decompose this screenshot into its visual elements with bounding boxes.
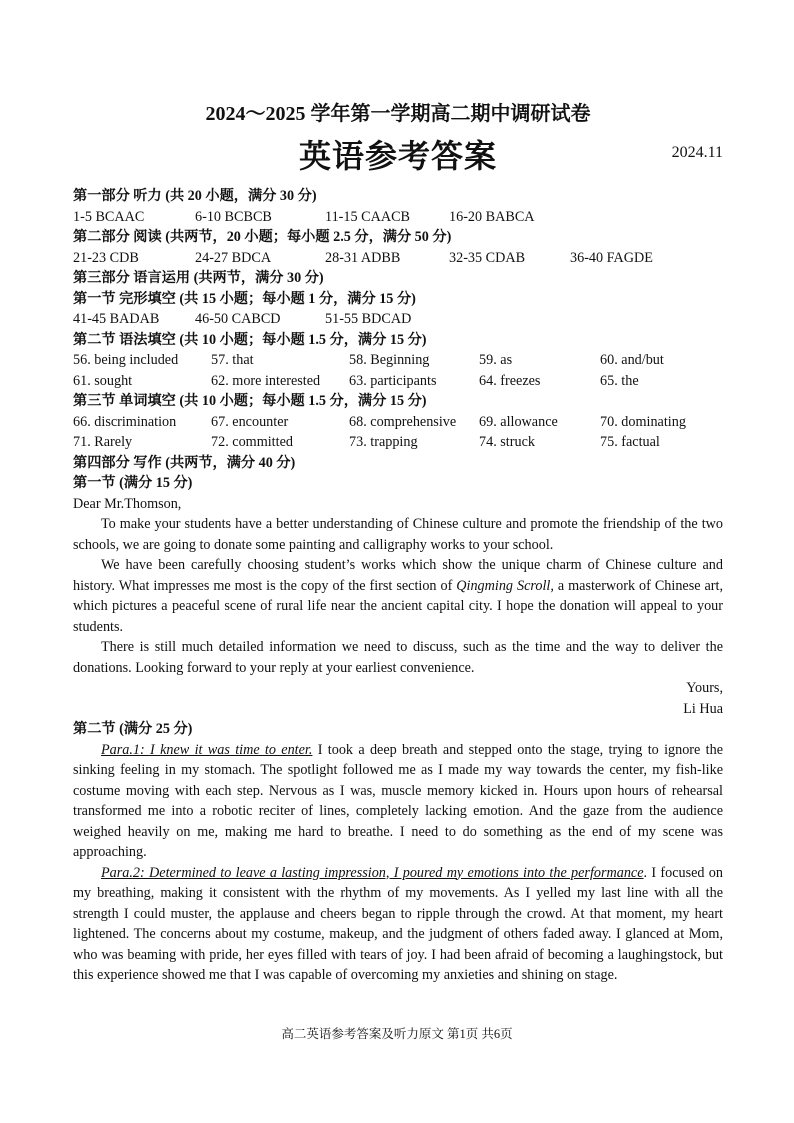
letter-paragraph: To make your students have a better understanding of Chinese culture and promote the friendship of the two schools, we are going to donate some painting and calligraphy works to your school.	[73, 516, 723, 553]
answer-group: 36-40 FAGDE	[570, 249, 653, 266]
answer-item: 63. participants	[349, 372, 437, 389]
paragraph-lead: Para.1: I knew it was time to enter.	[101, 741, 313, 758]
answer-item: 67. encounter	[211, 413, 289, 430]
answer-item: 62. more interested	[211, 372, 321, 389]
answer-group: 24-27 BDCA	[195, 249, 272, 266]
grammar-answers-row2	[73, 371, 723, 392]
answer-item: 57. that	[211, 352, 254, 368]
answer-item: 68. comprehensive	[349, 413, 457, 430]
letter-greeting: Dear Mr.Thomson,	[73, 495, 182, 512]
answer-item: 75. factual	[600, 434, 660, 450]
grammar-answers-row1	[73, 350, 723, 371]
answer-item: 71. Rarely	[73, 434, 133, 450]
page-footer: 高二英语参考答案及听力原文 第1页 共6页	[281, 1027, 513, 1041]
answer-item: 59. as	[479, 352, 513, 368]
title-row	[73, 134, 723, 178]
letter-paragraph	[73, 555, 723, 637]
part3-section1-answers	[73, 309, 723, 330]
part3-section3-heading: 第三节 单词填空 (共 10 小题；每小题 1.5 分，满分 15 分)	[73, 393, 427, 409]
answer-item: 70. dominating	[600, 413, 686, 430]
letter-signature: Li Hua	[683, 700, 723, 717]
answer-item: 61. sought	[73, 372, 133, 389]
word-answers-row1	[73, 412, 723, 433]
story-paragraph	[73, 740, 723, 863]
content	[73, 186, 723, 986]
part2-heading: 第二部分 阅读 (共两节，20 小题；每小题 2.5 分，满分 50 分)	[73, 229, 452, 245]
answer-group: 51-55 BDCAD	[325, 311, 412, 327]
answer-item: 69. allowance	[479, 413, 558, 430]
exam-title: 2024～2025 学年第一学期高二期中调研试卷	[205, 103, 591, 125]
answer-item: 65. the	[600, 372, 639, 389]
part1-answers	[73, 207, 723, 228]
answer-group: 1-5 BCAAC	[73, 208, 145, 225]
answer-key-title: 英语参考答案	[298, 137, 497, 175]
part3-section1-heading: 第一节 完形填空 (共 15 小题；每小题 1 分，满分 15 分)	[73, 290, 416, 307]
answer-page	[73, 100, 723, 986]
answer-group: 32-35 CDAB	[449, 249, 526, 266]
text-run: I took a deep breath and stepped onto the stage, trying to ignore the sinking feeling in my stomach. The spotlight followed me as I made my way towards the center, my fish-like costume moving with each step. Nervous as I was, muscle memory kicked in. Hours upon hours of rehearsal transformed me into a robotic reciter of lines, completely lacking emotion. And the gaze from the audience weighed heavily on me, making me hard to breathe. I need to do something as the end of my scene was approaching.	[73, 741, 723, 860]
answer-item: 64. freezes	[479, 372, 541, 389]
answer-item: 58. Beginning	[349, 352, 430, 368]
text-run: We have been carefully choosing student’s works which show the unique charm of Chinese culture and history. What impresses me most is the copy of the first section of	[73, 557, 723, 594]
answer-item: 74. struck	[479, 434, 535, 450]
part3-heading: 第三部分 语言运用 (共两节，满分 30 分)	[73, 270, 324, 286]
part4-section1-heading: 第一节 (满分 15 分)	[73, 475, 193, 491]
answer-group: 16-20 BABCA	[449, 208, 535, 225]
answer-item: 72. committed	[211, 434, 293, 450]
answer-item: 73. trapping	[349, 434, 418, 450]
text-run: a masterwork of Chinese art, which pictures a peaceful scene of rural life near the ancient capital city. I hope the donation will appeal to your students.	[73, 577, 724, 635]
answer-group: 11-15 CAACB	[325, 208, 410, 225]
word-answers-row2	[73, 432, 723, 453]
text-run: . I focused on my breathing, making it consistent with the rhythm of my movements. As I yelled my last line with all the strength I could muster, the applause and cheers began to ripple through the crowd. At that moment, my heart lightened. The concerns about my costume, makeup, and the judgment of others faded away. I glanced at Mom, who was beaming with pride, her eyes filled with tears of joy. I had been afraid of becoming a laughingstock, but this experience showed me that I was capable of overcoming my anxieties and shining on stage.	[73, 864, 723, 983]
letter-closing: Yours,	[686, 680, 723, 696]
answer-group: 6-10 BCBCB	[195, 208, 272, 225]
paragraph-lead: Para.2: Determined to leave a lasting impression, I poured my emotions into the performance	[101, 864, 644, 881]
answer-item: 60. and/but	[600, 352, 664, 368]
part2-answers	[73, 248, 723, 269]
story-paragraph	[73, 863, 723, 986]
answer-group: 41-45 BADAB	[73, 311, 160, 327]
answer-group: 46-50 CABCD	[195, 311, 281, 327]
answer-group: 28-31 ADBB	[325, 249, 401, 266]
part3-section2-heading: 第二节 语法填空 (共 10 小题；每小题 1.5 分，满分 15 分)	[73, 331, 427, 348]
exam-date: 2024.11	[671, 144, 723, 161]
part1-heading: 第一部分 听力 (共 20 小题，满分 30 分)	[73, 188, 317, 204]
italic-title: Qingming Scroll,	[456, 577, 554, 594]
part4-section2-heading: 第二节 (满分 25 分)	[73, 721, 193, 737]
answer-item: 56. being included	[73, 352, 179, 368]
letter-paragraph: There is still much detailed information we need to discuss, such as the time and the way to deliver the donations. Looking forward to your reply at your earliest convenience.	[73, 639, 723, 676]
part4-heading: 第四部分 写作 (共两节，满分 40 分)	[73, 454, 296, 471]
answer-group: 21-23 CDB	[73, 249, 139, 266]
answer-item: 66. discrimination	[73, 413, 177, 430]
